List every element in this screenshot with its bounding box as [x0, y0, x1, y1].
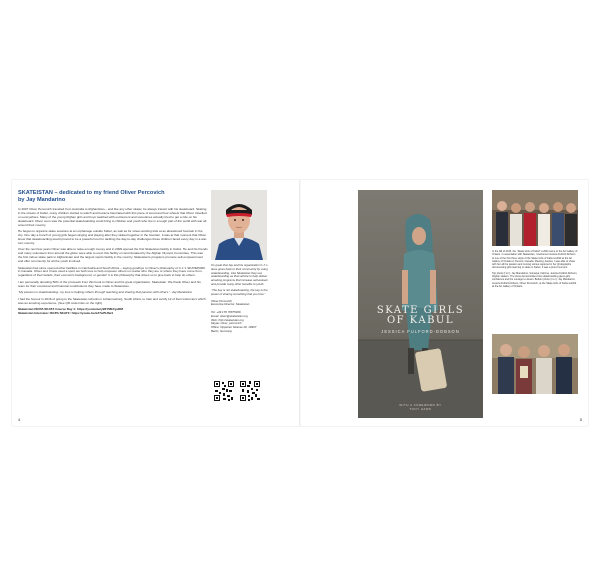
article-paragraph: Skateistan has since opened other facilities in Cambodia and South Africa – saying goodbye to Oliver's philosophy of C.J.'s SKATEPARK in Canada. Oliver and I have used a sport we both love to help empower others no matter who they are or where they have come from, regardless of their beliefs, their economic background, or gender! It is this philosophy that drives us to give back to help do others. — [18, 265, 206, 278]
article-author: by Jay Mandarino — [18, 197, 66, 203]
group-photo-bottom — [492, 334, 578, 394]
magazine-spread — [12, 180, 588, 426]
video-link[interactable]: Skateistan ISCPA SKATZ Course Day 1: https://youtu.be/yWr7Mk7gsRM — [18, 307, 123, 312]
book-cover — [358, 190, 483, 418]
foreword-line: WITH A FOREWORD BY — [399, 403, 442, 407]
article-paragraph: I am personally donating 50% of the proceeds from this book to Oliver and his great organization, Skateistan. We thank Oliver and his team for their emotional and financial contributions they have made to Skateistan. — [18, 279, 201, 288]
contact-line: Oliver Percovich — [211, 298, 233, 303]
book-author: JESSICA FULFORD-DOBSON — [381, 329, 460, 334]
article-paragraph: In 2007 Oliver Percovich travelled from Australia to Afghanistan – and like any other skater, he always travels with his skateboard. Skating in the streets of Kabul, many children started to watch and became fascinated with this piece of wood and four wheels that Oliver travelled on everywhere. Many of the young Afghan girls and boys watched with excitement and sometimes actually tried to get a ride on his skateboard. Oliver soon saw the potential skateboarding could bring to children and youth who live in a tough part of the world with war all around their country. — [18, 207, 207, 227]
article-title: SKATEISTAN – dedicated to my friend Oliver Percovich — [18, 190, 165, 196]
page-number: 4 — [18, 417, 21, 422]
contact-line: Berlin, Germany — [211, 328, 232, 333]
contact-line: Tel: +49 176 70875406 — [211, 309, 241, 314]
group-photo-top — [492, 190, 578, 246]
foreword-line: TONY HAWK — [409, 406, 432, 411]
contact-line: Executive Director, Skateistan — [211, 302, 250, 307]
page-number: 5 — [579, 417, 582, 422]
sidebar-quote: It's great that Jay and his organization C.J.'s does gives back to their community by using skateboarding. Like Skateistan they use skateboarding as that vehicle to help deliver amazing programs that increase self-esteem and provide many other benefits to youth. — [211, 263, 269, 286]
caption-block — [492, 250, 578, 290]
qr-code-icon[interactable] — [213, 380, 235, 402]
left-page — [12, 180, 300, 426]
article-paragraph: He began to organize skate sessions at an orphanage outside Kabul, as well as for street-working kids at an abandoned fountain in the city. One day a bunch of young girls began singing and playing after they skated together in the fountain. It was at that moment that Oliver knew that skateboarding would proved to be a powerful tool for tackling the day-to-day challenges these children faced every day in a war-torn country. — [18, 229, 208, 245]
book-title-line: OF KABUL — [386, 315, 455, 326]
contact-line: Email: oliver@skateistan.org — [211, 313, 248, 318]
article-column — [18, 190, 208, 316]
book-title — [358, 306, 483, 326]
book-foreword — [358, 404, 483, 412]
video-link[interactable]: Skateistan Interview: ISCPA SKATZ: https://youtu.be/xZ7wf5Jfw4 — [18, 311, 114, 316]
portrait-photo — [211, 190, 267, 260]
article-paragraph: I had the honour in 2016 of going to the Skateistan schools in Johannesburg, South Africa, to train and certify 12 of their instructors which was an amazing experience. (See QR code links on the right) — [18, 296, 206, 305]
sidebar-quote-block — [211, 264, 271, 334]
contact-line: Office: Oppelner Strasse 29, 10997 — [211, 325, 257, 330]
photo-caption: In the fall of 2015, the “Skate Girls of Kabul” exhibit came to the Art Gallery of Ontario. In association with Skateistan, I welcomed Jessica Fulford-Dobson to one of the first three stops of the Skate Girls of Kabul exhibit at the Art Gallery of Ontario in Toronto, Canada. Meeting Jessica, I was able to share with her all the passion and moving stories captured in her photographs documenting girls learning to skate in Kabul. It was a proud moment. — [492, 250, 578, 270]
photo-caption: Top photo (l to r): Jay Mandarino, Sumaiya, Fahima, Jessica Fulford-Dobson, Afghan skaters. The show demonstrates how skateboarding gives girls confidence and the courage to dream. Bottom photo (l to r): Jay Mandarino, Jessica Fulford-Dobson, Oliver Percovich, at the Skate Girls of Kabul exhibit at the Art Gallery of Ontario. — [492, 271, 578, 288]
right-page — [300, 180, 588, 426]
book-title-line: SKATE GIRLS — [376, 305, 465, 316]
contact-line: Skype: oliver_percovich — [211, 321, 242, 326]
author-quote: “My passion is skateboarding; my love is helping others through teaching and sharing that passion with others.”, Jay Mandarino — [18, 290, 193, 295]
qr-code-icon[interactable] — [239, 380, 261, 402]
sidebar-quote: “The key is not skateboarding, the key is the power of sharing something that you love.” — [211, 288, 268, 297]
article-paragraph: Over the next few years Oliver was able to raise enough money and in 2009 opened the first Skateistan facility in Kabul. He and his friends and many volunteers from around the globe were able to erect this facility on land donated by the Afghan Olympic Committee. This was the first indoor skate park in Afghanistan and the largest sports facility in the country. Skateistan's programs promote self-empowerment and offer community for all the youth involved. — [18, 247, 208, 264]
contact-line: Web: http://skateistan.org — [211, 317, 244, 322]
